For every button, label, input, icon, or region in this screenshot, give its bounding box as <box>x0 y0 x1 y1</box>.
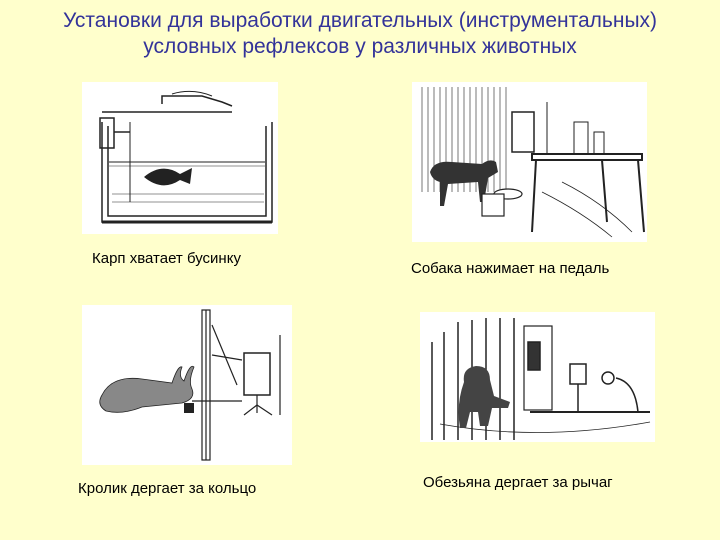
caption-dog: Собака нажимает на педаль <box>411 260 610 277</box>
dog-pedal-drawing <box>412 82 647 242</box>
carp-fish-shape <box>144 168 192 185</box>
slide-title <box>0 8 720 60</box>
rabbit-ring-illustration <box>82 305 292 465</box>
caption-carp: Карп хватает бусинку <box>92 250 241 267</box>
monkey-lever-illustration <box>420 312 655 442</box>
rabbit-ring-drawing <box>82 305 292 465</box>
carp-aquarium-drawing <box>82 82 278 234</box>
dog-pedal-illustration <box>412 82 647 242</box>
carp-aquarium-illustration <box>82 82 278 234</box>
caption-rabbit: Кролик дергает за кольцо <box>78 480 257 497</box>
monkey-shape <box>459 366 510 428</box>
slide-title-line-1: Установки для выработки двигательных (инструментальных) <box>62 9 658 32</box>
monkey-lever-drawing <box>420 312 655 442</box>
rabbit-shape <box>100 366 194 412</box>
caption-monkey: Обезьяна дергает за рычаг <box>423 474 613 491</box>
slide-title-line-2: условных рефлексов у различных животных <box>143 35 577 58</box>
